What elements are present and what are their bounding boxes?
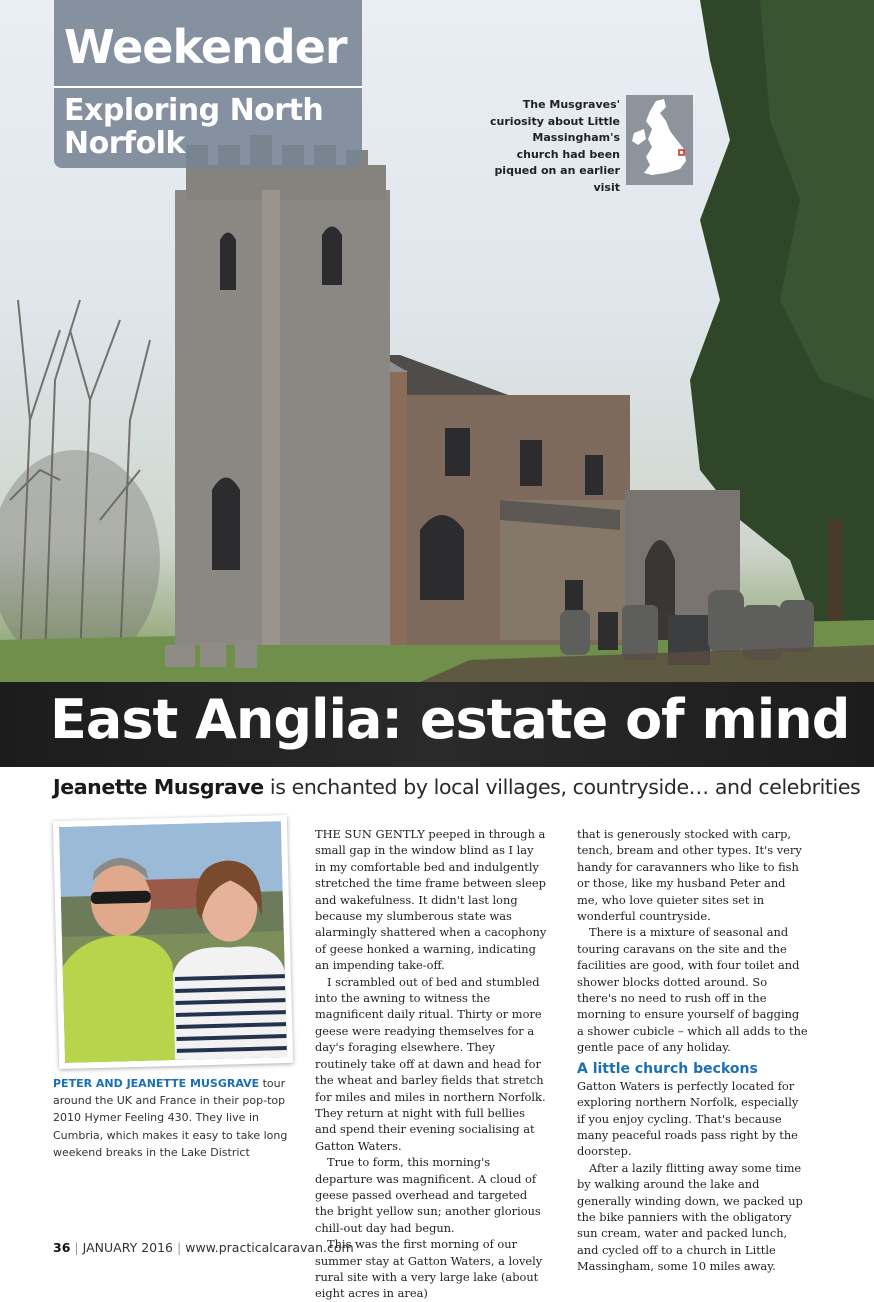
article-column-2 xyxy=(577,826,809,1275)
section-title: Weekender xyxy=(64,20,347,74)
map-caption: The Musgraves' curiosity about Little Massingham's church had been piqued on an earlier visit xyxy=(490,98,620,194)
badge-divider xyxy=(54,86,362,88)
page-footer xyxy=(53,1240,354,1255)
paragraph: that is generously stocked with carp, tench, bream and other types. It's very handy for caravanners who like to fish or those, like my husband Peter and me, who love quieter sites set in wonderful countryside. xyxy=(577,827,802,924)
uk-map-icon xyxy=(626,95,693,185)
paragraph: I scrambled out of bed and stumbled into the awning to witness the magnificent daily ritual. Thirty or more geese were readying themselves for a day's foraging elsewhere. They routinely take off at dawn and head for the wheat and barley fields that stretch for miles and miles in northern Norfolk. They return at night with full bellies and spend their evening socialising at Gatton Waters. xyxy=(315,974,546,1153)
issue-date: JANUARY 2016 xyxy=(82,1240,173,1255)
standfirst-text: is enchanted by local villages, countryside… and celebrities xyxy=(263,775,861,799)
paragraph: Gatton Waters is perfectly located for exploring northern Norfolk, especially if you enjoy cycling. That's because many peaceful roads pass right by the doorstep. xyxy=(577,1078,799,1159)
subheading: A little church beckons xyxy=(577,1060,758,1077)
website-link[interactable]: www.practicalcaravan.com xyxy=(185,1240,354,1255)
section-subtitle: Exploring North Norfolk xyxy=(64,93,324,161)
author-name: Jeanette Musgrave xyxy=(53,775,264,799)
paragraph: True to form, this morning's departure was magnificent. A cloud of geese passed overhead and targeted the bright yellow sun; another glorious chill-out day had begun. xyxy=(315,1155,541,1235)
paragraph: This was the first morning of our summer stay at Gatton Waters, a lovely rural site with a very large lake (about eight acres in area) xyxy=(315,1237,543,1301)
paragraph: After a lazily flitting away some time by walking around the lake and generally winding down, we packed up the bike panniers with the obligatory sun cream, water and packed lunch, and cycled off to a church in Little Massingham, some 10 miles away. xyxy=(577,1160,803,1274)
paragraph: THE SUN GENTLY peeped in through a small gap in the window blind as I lay in my comfortable bed and indulgently stretched the time frame between sleep and wakefulness. It didn't last long because my slumberous state was alarmingly shattered when a cacophony of geese honked a warning, indicating an impending take-off. xyxy=(315,827,547,973)
author-caption-names: PETER AND JEANETTE MUSGRAVE xyxy=(53,1077,260,1090)
footer-separator: | xyxy=(177,1240,182,1255)
author-photo xyxy=(53,815,293,1069)
paragraph: There is a mixture of seasonal and touring caravans on the site and the facilities are good, with four toilet and shower blocks dotted around. So there's no need to rush off in the morning to ensure yourself of bagging a shower cubicle – which all adds to the gentle pace of any holiday. xyxy=(577,925,808,1055)
page-number: 36 xyxy=(53,1240,71,1255)
weekender-badge xyxy=(54,0,362,168)
article-column-1 xyxy=(315,826,547,1302)
article-headline: East Anglia: estate of mind xyxy=(50,688,850,751)
standfirst xyxy=(53,775,873,799)
uk-locator-map xyxy=(626,95,693,185)
author-caption-text: tour around the UK and France in their pop-top 2010 Hymer Feeling 430. They live in Cumbria, which makes it easy to take long weekend breaks in the Lake District xyxy=(53,1077,288,1159)
author-caption xyxy=(53,1075,293,1161)
footer-separator: | xyxy=(74,1240,79,1255)
